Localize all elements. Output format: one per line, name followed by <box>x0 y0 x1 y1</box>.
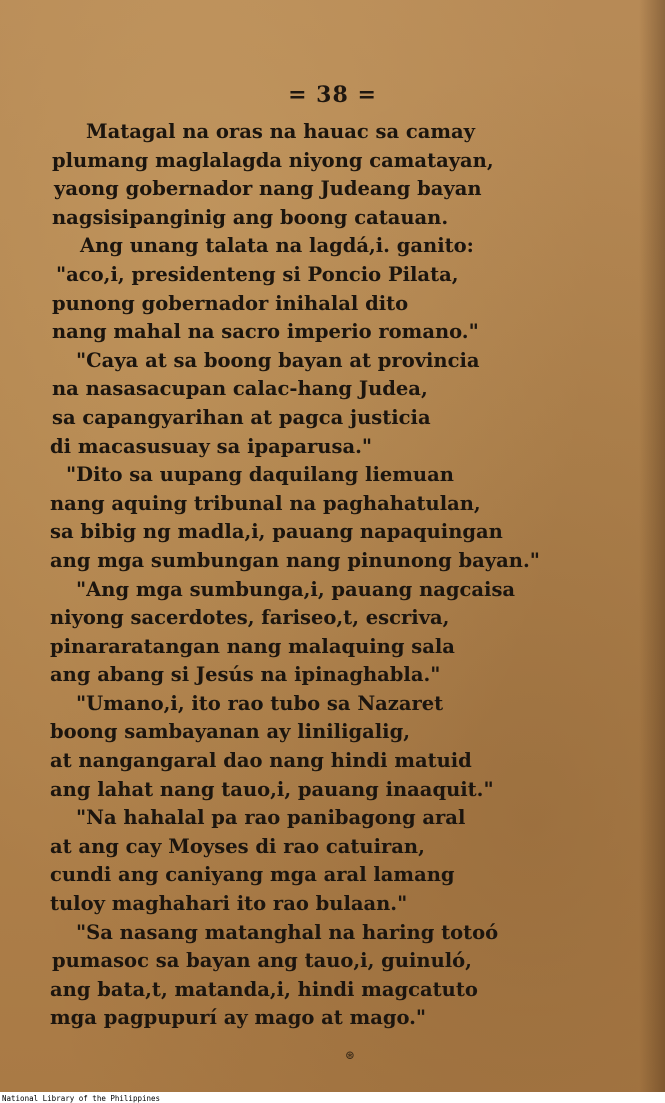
page-edge-shadow <box>639 0 665 1092</box>
page-number: = 38 = <box>288 82 377 108</box>
text-line: Ang unang talata na lagdá,i. ganito: <box>80 234 474 258</box>
text-line: boong sambayanan ay liniligalig, <box>50 720 410 744</box>
text-line: Matagal na oras na hauac sa camay <box>86 120 476 143</box>
text-line: sa capangyarihan at pagca justicia <box>52 405 431 429</box>
text-line: di macasusuay sa ipaparusa." <box>50 434 373 458</box>
text-line: pumasoc sa bayan ang tauo,i, guinuló, <box>52 949 472 973</box>
text-line: nang aquing tribunal na paghahatulan, <box>50 491 481 515</box>
text-line: ang bata,t, matanda,i, hindi magcatuto <box>50 977 478 1001</box>
text-line: "aco,i, presidenteng si Poncio Pilata, <box>56 262 459 286</box>
text-line: plumang maglalagda niyong camatayan, <box>52 148 494 172</box>
poem-text <box>46 118 626 1033</box>
text-line: mga pagpupurí ay mago at mago." <box>50 1006 427 1030</box>
text-line: ang lahat nang tauo,i, pauang inaaquit." <box>50 777 494 801</box>
text-line: nagsisipanginig ang boong catauan. <box>52 205 449 229</box>
text-line: niyong sacerdotes, fariseo,t, escriva, <box>50 606 450 630</box>
library-credit: National Library of the Philippines <box>2 1094 161 1103</box>
text-line: "Umano,i, ito rao tubo sa Nazaret <box>76 691 444 715</box>
text-line: tuloy maghahari ito rao bulaan." <box>50 892 408 916</box>
text-line: "Sa nasang matanghal na haring totoó <box>76 920 499 944</box>
text-line: "Caya at sa boong bayan at provincia <box>76 348 480 372</box>
text-line: "Ang mga sumbunga,i, pauang nagcaisa <box>76 577 516 601</box>
text-line: sa bibig ng madla,i, pauang napaquingan <box>50 520 503 544</box>
text-line: ang mga sumbungan nang pinunong bayan." <box>50 548 540 572</box>
text-line: cundi ang caniyang mga aral lamang <box>50 863 455 887</box>
text-line: yaong gobernador nang Judeang bayan <box>54 177 482 201</box>
text-line: at ang cay Moyses di rao catuiran, <box>50 834 425 858</box>
text-line: ang abang si Jesús na ipinaghabla." <box>50 663 441 687</box>
text-line: "Na hahalal pa rao panibagong aral <box>76 806 466 830</box>
text-line: pinararatangan nang malaquing sala <box>50 634 455 658</box>
text-line: na nasasacupan calac-hang Judea, <box>52 377 428 401</box>
printer-ornament: ⊛ <box>345 1048 356 1062</box>
text-line: punong gobernador inihalal dito <box>52 291 409 315</box>
text-line: nang mahal na sacro imperio romano." <box>52 320 479 344</box>
text-line: "Dito sa uupang daquilang liemuan <box>66 463 454 487</box>
text-line: at nangangaral dao nang hindi matuid <box>50 749 472 773</box>
